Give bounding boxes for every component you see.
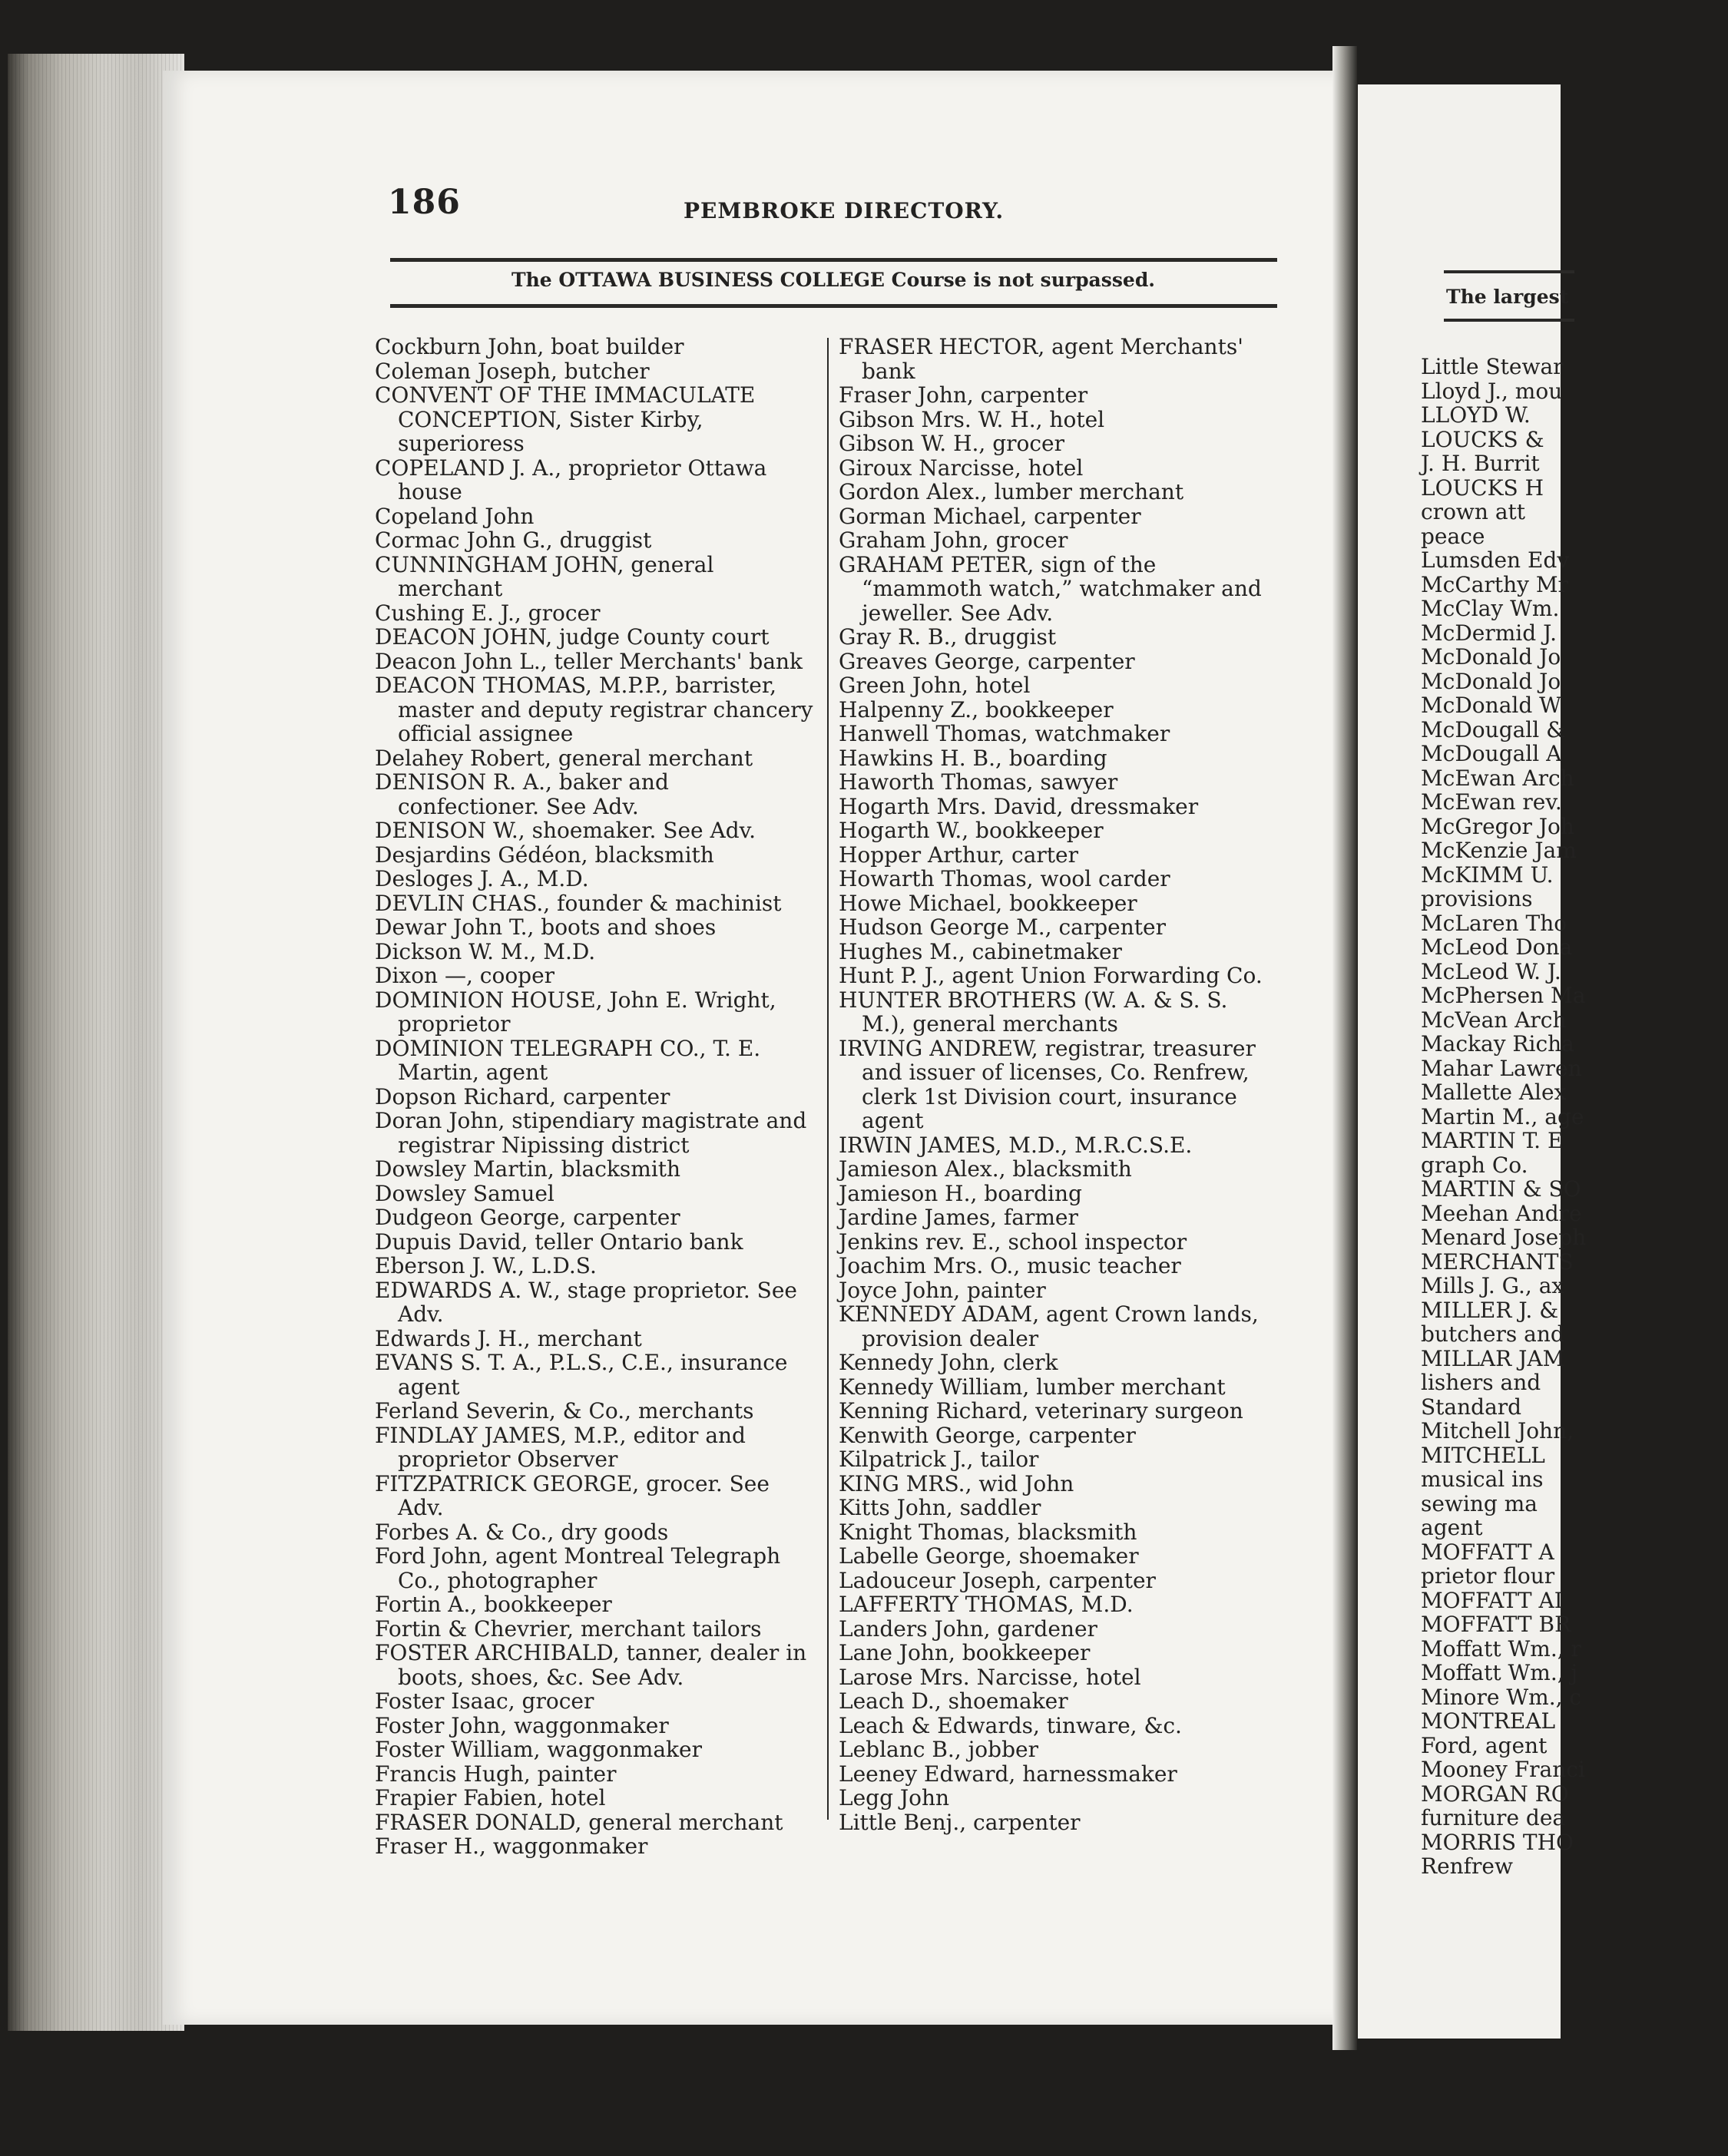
directory-entry: MORRIS THO	[1421, 1829, 1574, 1855]
directory-entry: EVANS S. T. A., P.L.S., C.E., insurance agent	[375, 1350, 788, 1400]
right-page	[1358, 84, 1587, 2039]
directory-entry: Jamieson Alex., blacksmith	[839, 1156, 1132, 1182]
directory-entry: McVean Arch	[1421, 1007, 1567, 1033]
directory-entry: Leblanc B., jobber	[839, 1737, 1038, 1762]
directory-entry: Mills J. G., ax	[1421, 1273, 1564, 1298]
directory-entry: GRAHAM PETER, sign of the “mammoth watch,” watchmaker and jeweller. See Adv.	[839, 551, 1262, 626]
right-bottom-rule	[1444, 319, 1574, 322]
directory-entry: sewing ma	[1421, 1490, 1538, 1516]
directory-entry: Francis Hugh, painter	[375, 1761, 617, 1787]
directory-entry: COPELAND J. A., proprietor Ottawa house	[375, 455, 767, 504]
directory-entry: MARTIN T. E	[1421, 1128, 1564, 1153]
directory-entry: Kennedy William, lumber merchant	[839, 1374, 1226, 1400]
directory-entry: Moffatt Wm., r	[1421, 1635, 1581, 1662]
directory-entry: Kenning Richard, veterinary surgeon	[839, 1398, 1243, 1424]
directory-entry: Hawkins H. B., boarding	[839, 745, 1107, 771]
directory-entry: Moffatt Wm., j	[1421, 1660, 1578, 1685]
directory-entry: Mallette Alex	[1421, 1080, 1567, 1105]
directory-entry: Little Stewar	[1421, 354, 1564, 379]
directory-entry: McDermid J.	[1421, 620, 1558, 646]
directory-entry: Hopper Arthur, carter	[839, 842, 1078, 868]
directory-entry: MOFFATT AI	[1421, 1587, 1563, 1613]
directory-entry: butchers and	[1421, 1321, 1564, 1347]
directory-entry: MONTREAL	[1421, 1708, 1556, 1734]
directory-entry: HUNTER BROTHERS (W. A. & S. S. M.), general merchants	[839, 987, 1228, 1037]
directory-entry: Hunt P. J., agent Union Forwarding Co.	[839, 963, 1263, 988]
directory-entry: Eberson J. W., L.D.S.	[375, 1253, 597, 1278]
directory-entry: Giroux Narcisse, hotel	[839, 455, 1084, 481]
directory-entry: Ford John, agent Montreal Telegraph Co., photographer	[375, 1543, 781, 1593]
right-top-rule	[1444, 270, 1574, 273]
directory-entry: Fortin A., bookkeeper	[375, 1592, 612, 1617]
directory-entry: DENISON R. A., baker and confectioner. See Adv.	[375, 769, 669, 819]
directory-entry: Gorman Michael, carpenter	[839, 503, 1141, 529]
directory-entry: Renfrew	[1421, 1853, 1513, 1879]
directory-entry: CONVENT OF THE IMMACULATE CONCEPTION, Sister Kirby, superioress	[375, 382, 756, 456]
banner-top-rule	[390, 258, 1277, 262]
directory-entry: Labelle George, shoemaker	[839, 1543, 1139, 1569]
directory-entry: provisions	[1421, 886, 1533, 911]
directory-entry: Standard	[1421, 1394, 1522, 1420]
directory-entry: Howe Michael, bookkeeper	[839, 890, 1137, 916]
directory-entry: Kenwith George, carpenter	[839, 1422, 1136, 1448]
directory-entry: Joachim Mrs. O., music teacher	[839, 1253, 1181, 1278]
directory-entry: Jardine James, farmer	[839, 1205, 1078, 1230]
directory-entry: Coleman Joseph, butcher	[375, 358, 650, 384]
directory-entry: Graham John, grocer	[839, 527, 1068, 553]
directory-entry: Dowsley Samuel	[375, 1180, 554, 1206]
directory-entry: DOMINION TELEGRAPH CO., T. E. Martin, agent	[375, 1035, 761, 1085]
directory-entry: DOMINION HOUSE, John E. Wright, proprietor	[375, 987, 776, 1037]
directory-entry: Halpenny Z., bookkeeper	[839, 696, 1114, 723]
directory-entry: Mackay Richa	[1421, 1031, 1574, 1057]
directory-entry: Dewar John T., boots and shoes	[375, 914, 717, 940]
directory-entry: LLOYD W.	[1421, 402, 1531, 428]
directory-entry: Jenkins rev. E., school inspector	[839, 1228, 1187, 1255]
directory-entry: Haworth Thomas, sawyer	[839, 769, 1118, 795]
directory-entry: peace	[1421, 523, 1485, 549]
directory-entry: Edwards J. H., merchant	[375, 1325, 642, 1351]
directory-entry: McLaren Tho	[1421, 910, 1567, 936]
directory-entry: FITZPATRICK GEORGE, grocer. See Adv.	[375, 1470, 770, 1520]
directory-entry: McClay Wm.	[1421, 596, 1560, 621]
directory-entry: DEVLIN CHAS., founder & machinist	[375, 890, 782, 916]
directory-entry: FRASER HECTOR, agent Merchants' bank	[839, 334, 1243, 384]
book-gutter	[1332, 46, 1357, 2050]
directory-entry: Lumsden Edv	[1421, 547, 1570, 573]
directory-entry: Gibson W. H., grocer	[839, 431, 1065, 456]
directory-entry: musical ins	[1421, 1467, 1544, 1492]
directory-entry: MORGAN RO	[1421, 1781, 1569, 1807]
directory-entry: Ferland Severin, & Co., merchants	[375, 1398, 754, 1424]
directory-entry: McKenzie Jam	[1421, 838, 1577, 863]
directory-entry: McDougall &	[1421, 716, 1566, 742]
right-page-column	[1421, 355, 1728, 1879]
directory-entry: Foster John, waggonmaker	[375, 1712, 669, 1738]
directory-entry: Desloges J. A., M.D.	[375, 866, 589, 891]
directory-entry: Greaves George, carpenter	[839, 648, 1135, 674]
directory-entry: FINDLAY JAMES, M.P., editor and proprietor Observer	[375, 1422, 746, 1472]
directory-entry: LOUCKS &	[1421, 426, 1544, 452]
directory-entry: Green John, hotel	[839, 673, 1031, 698]
directory-entry: Leeney Edward, harnessmaker	[839, 1761, 1177, 1787]
directory-entry: DEACON JOHN, judge County court	[375, 624, 770, 650]
directory-entry: McDonald Jo	[1421, 668, 1561, 694]
directory-entry: Joyce John, painter	[839, 1277, 1046, 1303]
directory-entry: Copeland John	[375, 503, 535, 529]
directory-entry: CUNNINGHAM JOHN, general merchant	[375, 551, 714, 601]
directory-entry: DEACON THOMAS, M.P.P., barrister, master and deputy registrar chancery official assignee	[375, 673, 813, 746]
directory-entry: Larose Mrs. Narcisse, hotel	[839, 1664, 1141, 1690]
running-title: PEMBROKE DIRECTORY.	[684, 198, 1005, 223]
directory-entry: MOFFATT BR	[1421, 1612, 1571, 1637]
directory-entry: Landers John, gardener	[839, 1615, 1097, 1642]
column-divider	[827, 338, 829, 1820]
directory-entry: Legg John	[839, 1785, 950, 1810]
directory-entry: Kilpatrick J., tailor	[839, 1447, 1039, 1472]
directory-entry: Menard Joseph	[1421, 1225, 1587, 1250]
book-page-edges	[8, 54, 184, 2031]
directory-entry: MARTIN & SO	[1421, 1176, 1581, 1202]
banner-bottom-rule	[390, 304, 1277, 308]
directory-entry: FOSTER ARCHIBALD, tanner, dealer in boots, shoes, &c. See Adv.	[375, 1640, 807, 1690]
directory-entry: Jamieson H., boarding	[839, 1180, 1082, 1206]
directory-entry: Cushing E. J., grocer	[375, 600, 601, 626]
directory-entry: McGregor Joh	[1421, 813, 1574, 839]
directory-entry: Dixon —, cooper	[375, 963, 555, 988]
directory-entry: Dickson W. M., M.D.	[375, 938, 596, 964]
directory-entry: IRWIN JAMES, M.D., M.R.C.S.E.	[839, 1132, 1193, 1158]
directory-entry: furniture dea	[1421, 1805, 1566, 1830]
directory-entry: Dowsley Martin, blacksmith	[375, 1156, 681, 1182]
directory-entry: Hanwell Thomas, watchmaker	[839, 721, 1170, 746]
directory-entry: Dupuis David, teller Ontario bank	[375, 1228, 743, 1255]
directory-column-left	[375, 335, 816, 1859]
directory-entry: Fortin & Chevrier, merchant tailors	[375, 1615, 762, 1642]
directory-entry: McEwan rev.	[1421, 789, 1562, 815]
directory-entry: McLeod Dona	[1421, 934, 1573, 960]
right-banner-fragment: The largest	[1446, 286, 1569, 308]
directory-entry: Cormac John G., druggist	[375, 527, 652, 553]
directory-entry: EDWARDS A. W., stage proprietor. See Adv.	[375, 1277, 797, 1327]
directory-column-middle	[839, 335, 1273, 1834]
directory-entry: MITCHELL	[1421, 1442, 1545, 1468]
directory-entry: Lloyd J., mou	[1421, 378, 1563, 404]
directory-entry: agent	[1421, 1515, 1483, 1540]
directory-entry: Mahar Lawren	[1421, 1055, 1582, 1081]
directory-entry: KING MRS., wid John	[839, 1470, 1074, 1496]
directory-entry: MILLAR JAM	[1421, 1345, 1565, 1371]
directory-entry: Hogarth W., bookkeeper	[839, 818, 1104, 843]
directory-entry: crown att	[1421, 499, 1526, 524]
directory-entry: Doran John, stipendiary magistrate and registrar Nipissing district	[375, 1108, 807, 1158]
directory-entry: Delahey Robert, general merchant	[375, 745, 753, 771]
directory-entry: IRVING ANDREW, registrar, treasurer and issuer of licenses, Co. Renfrew, clerk 1st Division court, insurance agent	[839, 1035, 1256, 1133]
directory-entry: McPhersen Ma	[1421, 983, 1586, 1008]
directory-entry: FRASER DONALD, general merchant	[375, 1809, 783, 1835]
directory-entry: Lane John, bookkeeper	[839, 1640, 1091, 1665]
directory-entry: Ford, agent	[1421, 1732, 1548, 1758]
directory-entry: Knight Thomas, blacksmith	[839, 1519, 1137, 1545]
directory-entry: Meehan Andre	[1421, 1200, 1582, 1226]
directory-entry: Mitchell John,	[1421, 1418, 1574, 1443]
directory-entry: Hudson George M., carpenter	[839, 914, 1166, 940]
directory-entry: Hogarth Mrs. David, dressmaker	[839, 793, 1199, 819]
directory-entry: Gordon Alex., lumber merchant	[839, 479, 1184, 504]
directory-entry: prietor flour	[1421, 1563, 1555, 1589]
directory-entry: McEwan Arch	[1421, 765, 1574, 791]
directory-entry: Leach & Edwards, tinware, &c.	[839, 1712, 1182, 1738]
directory-entry: DENISON W., shoemaker. See Adv.	[375, 818, 756, 843]
page-number: 186	[388, 183, 461, 222]
directory-entry: Dopson Richard, carpenter	[375, 1083, 670, 1109]
directory-entry: Deacon John L., teller Merchants' bank	[375, 648, 803, 674]
directory-entry: KENNEDY ADAM, agent Crown lands, provision dealer	[839, 1301, 1259, 1351]
directory-entry: graph Co.	[1421, 1152, 1528, 1178]
directory-entry: Kitts John, saddler	[839, 1495, 1041, 1520]
directory-entry: McDougall A	[1421, 741, 1562, 766]
directory-entry: Frapier Fabien, hotel	[375, 1785, 606, 1810]
directory-entry: LOUCKS H	[1421, 475, 1544, 501]
directory-entry: Dudgeon George, carpenter	[375, 1205, 680, 1230]
directory-entry: Forbes A. & Co., dry goods	[375, 1519, 669, 1545]
directory-entry: Martin M., age	[1421, 1103, 1584, 1129]
directory-entry: McDonald Jo	[1421, 644, 1561, 670]
directory-entry: LAFFERTY THOMAS, M.D.	[839, 1592, 1134, 1617]
directory-entry: Gibson Mrs. W. H., hotel	[839, 406, 1105, 432]
directory-entry: Foster William, waggonmaker	[375, 1737, 702, 1762]
directory-entry: Gray R. B., druggist	[839, 624, 1057, 650]
directory-entry: Hughes M., cabinetmaker	[839, 938, 1122, 964]
directory-entry: Ladouceur Joseph, carpenter	[839, 1567, 1156, 1593]
directory-entry: Foster Isaac, grocer	[375, 1688, 594, 1714]
advert-banner: The OTTAWA BUSINESS COLLEGE Course is not surpassed.	[511, 269, 1155, 291]
directory-entry: Minore Wm., c	[1421, 1684, 1582, 1710]
directory-entry: MERCHANTS	[1421, 1248, 1574, 1275]
directory-entry: Mooney Franci	[1421, 1757, 1585, 1782]
directory-entry: Leach D., shoemaker	[839, 1688, 1068, 1714]
directory-entry: J. H. Burrit	[1421, 451, 1540, 476]
directory-entry: McLeod W. J.	[1421, 958, 1561, 984]
directory-entry: Howarth Thomas, wool carder	[839, 866, 1170, 891]
directory-entry: Fraser H., waggonmaker	[375, 1834, 648, 1859]
directory-entry: MILLER J. &	[1421, 1297, 1559, 1323]
directory-entry: McCarthy Mr	[1421, 571, 1568, 597]
directory-entry: Desjardins Gédéon, blacksmith	[375, 842, 714, 868]
directory-entry: Fraser John, carpenter	[839, 382, 1088, 408]
directory-entry: lishers and	[1421, 1370, 1541, 1395]
directory-entry: McDonald W	[1421, 693, 1561, 718]
directory-entry: Cockburn John, boat builder	[375, 334, 684, 359]
directory-entry: Kennedy John, clerk	[839, 1350, 1058, 1375]
directory-entry: Little Benj., carpenter	[839, 1809, 1081, 1835]
directory-entry: MOFFATT A	[1421, 1539, 1554, 1565]
directory-entry: McKIMM U.	[1421, 861, 1554, 888]
